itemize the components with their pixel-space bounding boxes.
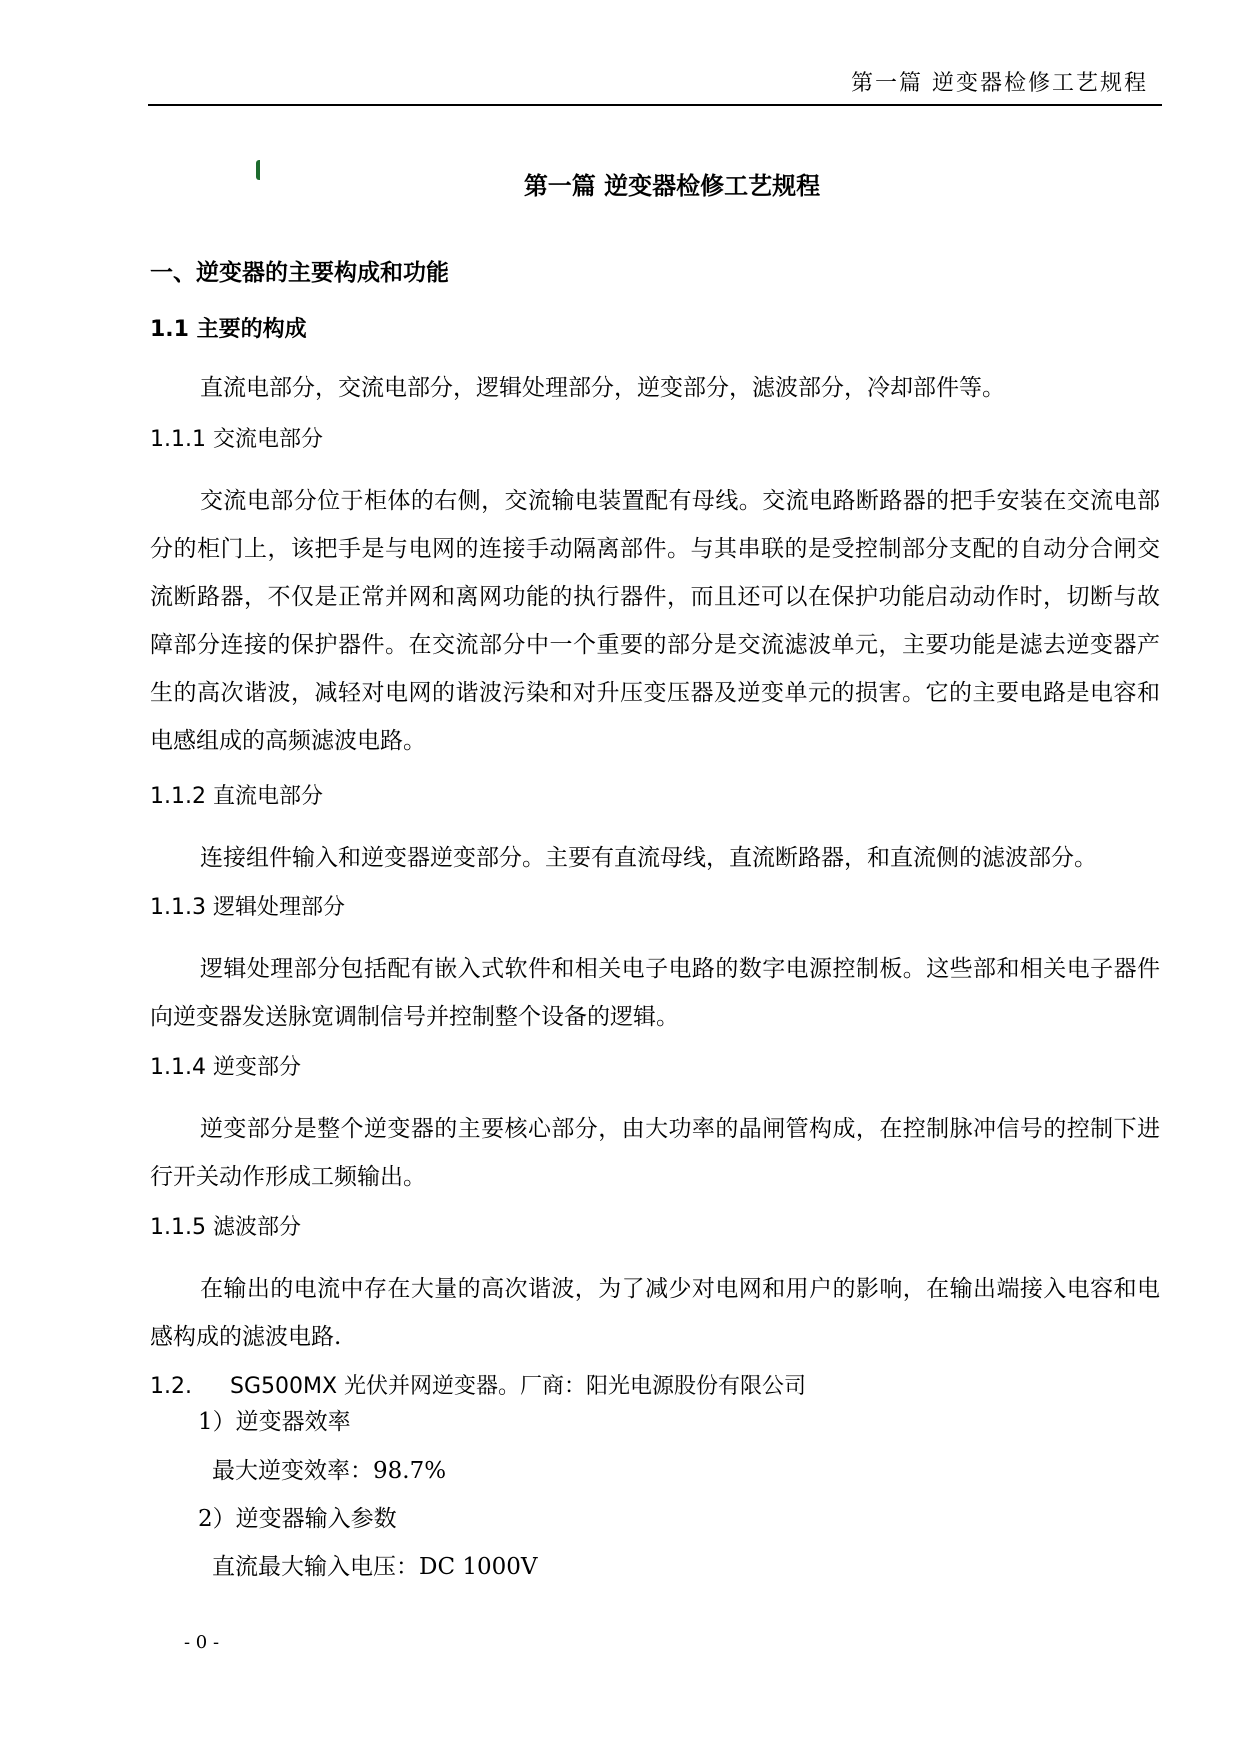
running-header: 第一篇 逆变器检修工艺规程 — [851, 71, 1148, 96]
subsubsection-heading-filter: 1.1.5 滤波部分 — [150, 1215, 301, 1240]
subsubsection-heading-ac: 1.1.1 交流电部分 — [150, 427, 323, 452]
page-number: - 0 - — [184, 1632, 220, 1653]
subsection-heading: 1.1 主要的构成 — [150, 317, 307, 342]
paragraph-logic: 逻辑处理部分包括配有嵌入式软件和相关电子电路的数字电源控制板。这些部和相关电子器件向逆变器发送脉宽调制信号并控制整个设备的逻辑。 — [150, 956, 1160, 1030]
model-name: SG500MX — [230, 1374, 338, 1399]
list-item-efficiency: 1）逆变器效率 — [198, 1409, 351, 1435]
list-item-input-params: 2）逆变器输入参数 — [198, 1506, 397, 1532]
paragraph-ac: 交流电部分位于柜体的右侧，交流输电装置配有母线。交流电路断路器的把手安装在交流电部分的柜门上，该把手是与电网的连接手动隔离部件。与其串联的是受控制部分支配的自动分合闸交流断路器，不仅是正常并网和离网功能的执行器件，而且还可以在保护功能启动动作时，切断与故障部分连接的保护器件。在交流部分中一个重要的部分是交流滤波单元，主要功能是滤去逆变器产生的高次谐波，减轻对电网的谐波污染和对升压变压器及逆变单元的损害。它的主要电路是电容和电感组成的高频滤波电路。 — [150, 488, 1160, 754]
paragraph-filter: 在输出的电流中存在大量的高次谐波，为了减少对电网和用户的影响，在输出端接入电容和电感构成的滤波电路. — [150, 1276, 1160, 1350]
intro-paragraph: 直流电部分，交流电部分，逻辑处理部分，逆变部分，滤波部分，冷却部件等。 — [200, 375, 1005, 401]
subsubsection-heading-dc: 1.1.2 直流电部分 — [150, 784, 323, 809]
subsubsection-heading-logic: 1.1.3 逻辑处理部分 — [150, 895, 345, 920]
paragraph-inverter: 逆变部分是整个逆变器的主要核心部分，由大功率的晶闸管构成，在控制脉冲信号的控制下进行开关动作形成工频输出。 — [150, 1116, 1160, 1190]
spec-max-efficiency: 最大逆变效率：98.7% — [212, 1458, 447, 1484]
model-description: 光伏并网逆变器。厂商：阳光电源股份有限公司 — [337, 1374, 807, 1399]
header-rule — [148, 104, 1162, 106]
paragraph-dc: 连接组件输入和逆变器逆变部分。主要有直流母线，直流断路器，和直流侧的滤波部分。 — [200, 845, 1097, 871]
spec-max-dc-voltage: 直流最大输入电压：DC 1000V — [212, 1554, 538, 1580]
document-title: 第一篇 逆变器检修工艺规程 — [523, 172, 821, 200]
subsection-number: 1.2. — [150, 1374, 192, 1399]
subsubsection-heading-inverter: 1.1.4 逆变部分 — [150, 1055, 301, 1080]
section-heading: 一、逆变器的主要构成和功能 — [150, 260, 449, 286]
subsection-heading-model — [150, 1369, 806, 1400]
